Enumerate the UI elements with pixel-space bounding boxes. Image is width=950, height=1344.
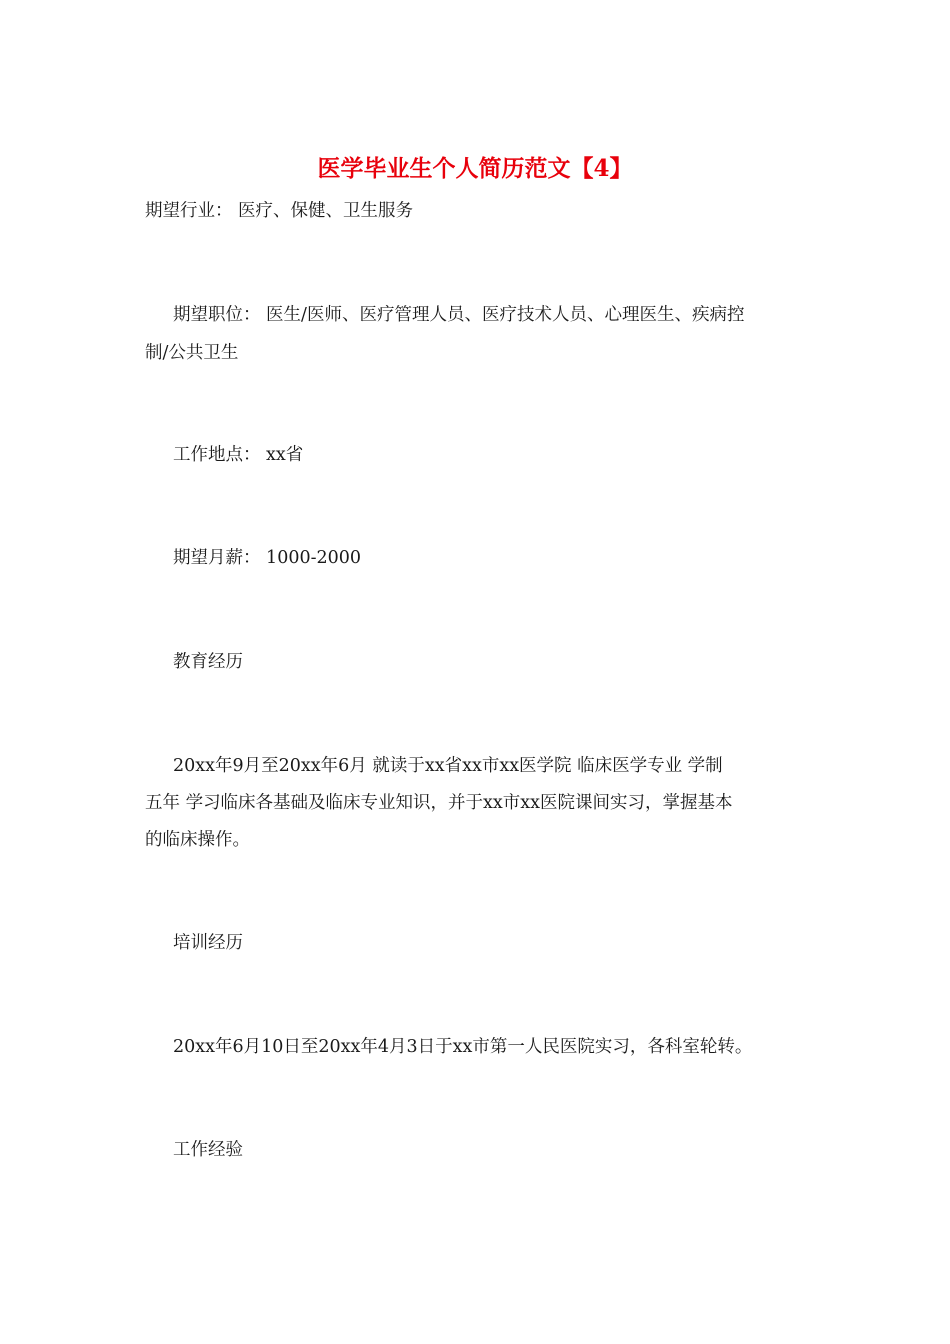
education-heading: 教育经历 [173,652,243,672]
training-heading: 培训经历 [173,933,243,953]
education-line-1: 20xx年9月至20xx年6月 就读于xx省xx市xx医学院 临床医学专业 学制 [173,756,723,776]
work-heading: 工作经验 [173,1140,243,1160]
salary-line: 期望月薪： 1000-2000 [173,548,362,568]
document-title: 医学毕业生个人简历范文【4】 [317,155,633,182]
education-line-3: 的临床操作。 [145,830,250,850]
education-line-2: 五年 学习临床各基础及临床专业知识，并于xx市xx医院课间实习，掌握基本 [145,793,733,813]
industry-line: 期望行业： 医疗、保健、卫生服务 [145,201,414,221]
training-line-1: 20xx年6月10日至20xx年4月3日于xx市第一人民医院实习，各科室轮转。 [173,1037,753,1057]
position-line-2: 制/公共卫生 [145,343,239,363]
location-line: 工作地点： xx省 [173,445,304,465]
position-line-1: 期望职位： 医生/医师、医疗管理人员、医疗技术人员、心理医生、疾病控 [173,305,745,325]
